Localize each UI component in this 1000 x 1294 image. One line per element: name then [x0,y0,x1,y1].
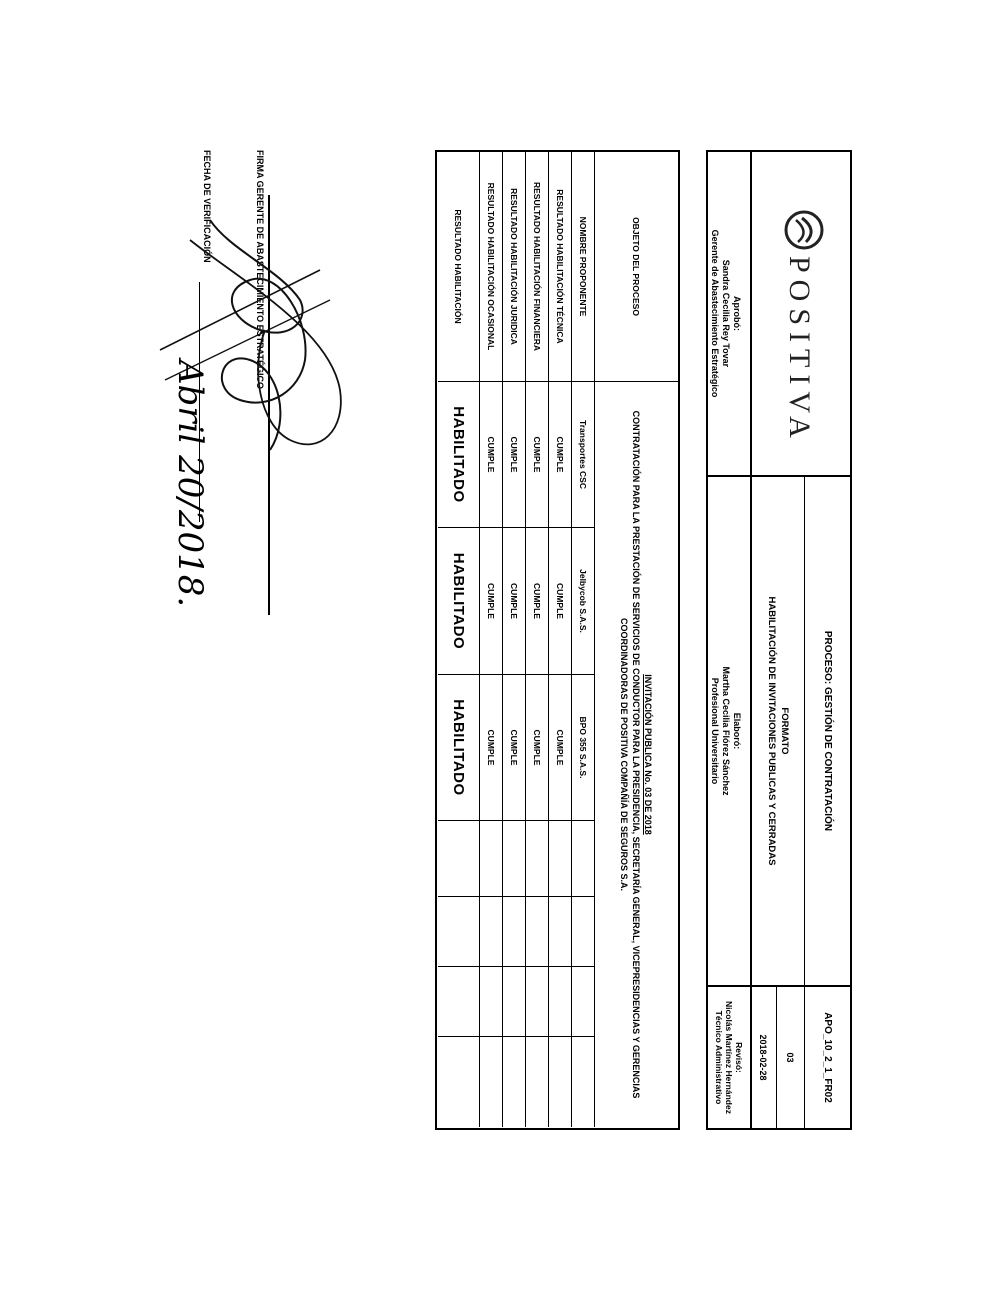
table-cell [438,967,479,1037]
approved-name: Sandra Cecilia Rey Tovar [721,259,731,368]
made-title: Elaboró: [732,712,742,750]
table-row [438,152,479,1127]
table-cell: Transportes CSC [572,382,594,528]
table-cell [503,821,525,897]
table-cell [572,821,594,897]
table-cell: CUMPLE [480,675,502,821]
table-cell [572,1037,594,1127]
table-cell: HABILITADO [438,528,479,675]
reviewed-role: Técnico Administrativo [714,1010,724,1105]
logo-cell [750,152,850,477]
table-cell: CUMPLE [549,675,571,821]
row-label: RESULTADO HABILITACIÓN JURIDICA [503,152,525,382]
table-row [548,152,571,1127]
object-label: OBJETO DEL PROCESO [595,152,678,382]
reviewed-title: Revisó: [734,1042,744,1073]
signature-label: FIRMA GERENTE DE ABASTECIMIENTO ESTRATÉGICO [255,150,265,390]
table-cell: CUMPLE [480,528,502,675]
table-cell [526,821,548,897]
table-row [479,152,502,1127]
table-cell [503,897,525,967]
table-row [525,152,548,1127]
table-cell [438,1037,479,1127]
invitation-number: INVITACIÓN PUBLICA No. 03 DE 2018 [643,674,654,835]
row-label: NOMBRE PROPONENTE [572,152,594,382]
table-cell [549,967,571,1037]
table-cell [480,967,502,1037]
row-label: RESULTADO HABILITACIÓN OCASIONAL [480,152,502,382]
process-title: PROCESO: GESTIÓN DE CONTRATACIÓN [804,477,850,987]
made-role: Profesional Universitario [710,677,720,785]
table-cell [549,1037,571,1127]
table-cell: Jelbycob S.A.S. [572,528,594,675]
table-cell: HABILITADO [438,382,479,528]
document-date: 2018-02-28 [750,987,776,1128]
verification-date-label: FECHA DE VERIFICACIÓN [202,150,212,263]
table-cell [480,897,502,967]
table-row [502,152,525,1127]
document-header [706,150,852,1130]
table-cell [526,967,548,1037]
brand-name: POSITIVA [783,256,816,445]
table-cell: CUMPLE [503,675,525,821]
row-label: RESULTADO HABILITACIÓN TÉCNICA [549,152,571,382]
table-cell [503,967,525,1037]
table-cell: CUMPLE [526,382,548,528]
table-cell [438,897,479,967]
table-cell [438,821,479,897]
table-cell [480,1037,502,1127]
format-cell [750,477,804,987]
table-cell: CUMPLE [503,382,525,528]
object-text: CONTRATACIÓN PARA LA PRESTACIÓN DE SERVICIOS DE CONDUCTOR PARA LA PRESIDENCIA, SECRETARÍA GENERAL, VICEPRESIDENCIAS Y GERENCIAS COORDINADORAS DE POSITIVA COMPAÑÍA DE SEGUROS S.A. [619,410,642,1099]
document-version: 03 [776,987,804,1128]
table-cell: CUMPLE [549,382,571,528]
object-row [594,152,678,1127]
approved-title: Aprobó: [732,296,742,331]
table-cell [480,821,502,897]
table-cell: CUMPLE [549,528,571,675]
handwritten-date: Abril 20/2018. [170,360,210,608]
format-title: FORMATO [779,707,790,755]
reviewed-name: Nicolás Martínez Hernández [724,1001,734,1114]
row-label: RESULTADO HABILITACIÓN [438,152,479,382]
table-cell: CUMPLE [526,675,548,821]
table-cell: CUMPLE [526,528,548,675]
table-cell [549,821,571,897]
positiva-logo-icon [782,208,826,252]
object-cell [595,382,678,1127]
table-cell [526,897,548,967]
table-cell [572,967,594,1037]
table-cell [526,1037,548,1127]
format-name: HABILITACIÓN DE INVITACIONES PUBLICAS Y CERRADAS [766,596,777,866]
table-cell: BPO 355 S.A.S. [572,675,594,821]
approved-cell [708,152,750,477]
table-cell [503,1037,525,1127]
table-row [571,152,594,1127]
table-cell: HABILITADO [438,675,479,821]
made-cell [708,477,750,987]
made-name: Martha Cecilia Flórez Sánchez [721,666,731,796]
approved-role: Gerente de Abastecimiento Estratégico [710,229,720,398]
habilitation-table [435,150,680,1130]
table-cell: CUMPLE [480,382,502,528]
row-label: RESULTADO HABILITACIÓN FINANCIERA [526,152,548,382]
document-code: APO_10_2_1_FR02 [804,987,850,1128]
table-cell [572,897,594,967]
table-cell: CUMPLE [503,528,525,675]
table-cell [549,897,571,967]
reviewed-cell [708,987,750,1128]
